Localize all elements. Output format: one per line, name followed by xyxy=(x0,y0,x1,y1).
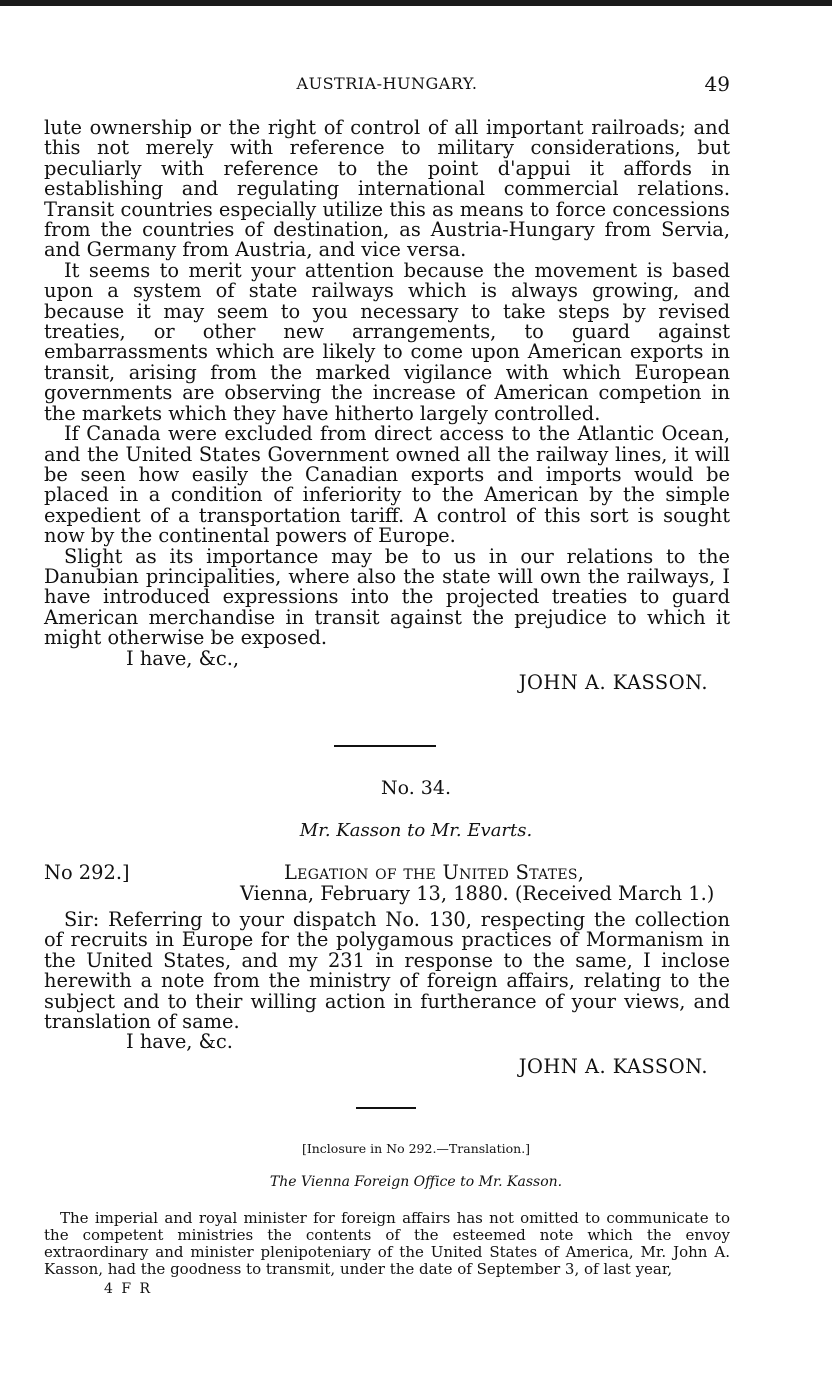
signature: JOHN A. KASSON. xyxy=(518,1054,708,1078)
signature: JOHN A. KASSON. xyxy=(518,670,708,694)
legation-heading: Legation of the United States, xyxy=(284,861,585,884)
paragraph: If Canada were excluded from direct access to the Atlantic Ocean, and the United States Government owned all the railway lines, it will be seen how easily the Canadian exports and imports would be placed in a condition of inferiority to the American by the simple expedient of a transportation tariff. A control of this sort is sought now by the continental powers of Europe. xyxy=(44,422,730,548)
closing-line: I have, &c. xyxy=(126,1030,233,1054)
page-number: 49 xyxy=(704,72,730,96)
page-header xyxy=(44,74,730,98)
inclosure-body xyxy=(44,1210,730,1278)
inclosure-title: The Vienna Foreign Office to Mr. Kasson. xyxy=(269,1174,563,1190)
inclosure-heading: [Inclosure in No 292.—Translation.] xyxy=(301,1141,531,1156)
document-title: Mr. Kasson to Mr. Evarts. xyxy=(299,820,533,841)
dateline xyxy=(44,862,730,908)
dispatch-number: No 292.] xyxy=(44,861,130,884)
section-divider xyxy=(334,745,436,747)
paragraph: lute ownership or the right of control of all important railroads; and this not merely with reference to military considerations, but peculiarly with reference to the point d'appui it affords in establishing and regulating international commercial relations. Transit countries especially utilize this as means to force concessions from the countries of destination, as Austria-Hungary from Servia, and Germany from Austria, and vice versa. xyxy=(44,116,730,262)
signature-mark: 4 F R xyxy=(104,1281,153,1297)
section-divider xyxy=(356,1107,416,1109)
paragraph: Slight as its importance may be to us in our relations to the Danubian principalities, where also the state will own the railways, I have introduced expressions into the projected treaties to guard American merchandise in transit against the prejudice to which it might otherwise be exposed. xyxy=(44,544,730,650)
closing-line: I have, &c., xyxy=(126,646,240,670)
date-line: Vienna, February 13, 1880. (Received March 1.) xyxy=(240,882,715,905)
top-border-rule xyxy=(0,0,832,6)
letter-34-body xyxy=(44,910,730,1077)
document-number: No. 34. xyxy=(380,777,452,799)
running-head: AUSTRIA-HUNGARY. xyxy=(296,74,478,93)
paragraph: It seems to merit your attention because the movement is based upon a system of state railways which is always growing, and because it may seem to you necessary to take steps by revised treaties, or other new arrangements, to guard against embarrassments which are likely to come upon American exports in transit, arising from the marked vigilance with which European governments are observing the increase of American competion in the markets which they have hitherto largely controlled. xyxy=(44,258,730,425)
paragraph: Sir: Referring to your dispatch No. 130, respecting the collection of recruits in Europe for the polygamous practices of Mormanism in the United States, and my 231 in response to the same, I inclose herewith a note from the ministry of foreign affairs, relating to the subject and to their willing action in furtherance of your views, and translation of same. xyxy=(44,908,730,1034)
letter-33-body xyxy=(44,118,730,693)
paragraph: The imperial and royal minister for foreign affairs has not omitted to communicate to the competent ministries the contents of the esteemed note which the envoy extraordinary and minister plenipoteniary of the United States of America, Mr. John A. Kasson, had the goodness to transmit, under the date of September 3, of last year, xyxy=(44,1209,730,1278)
